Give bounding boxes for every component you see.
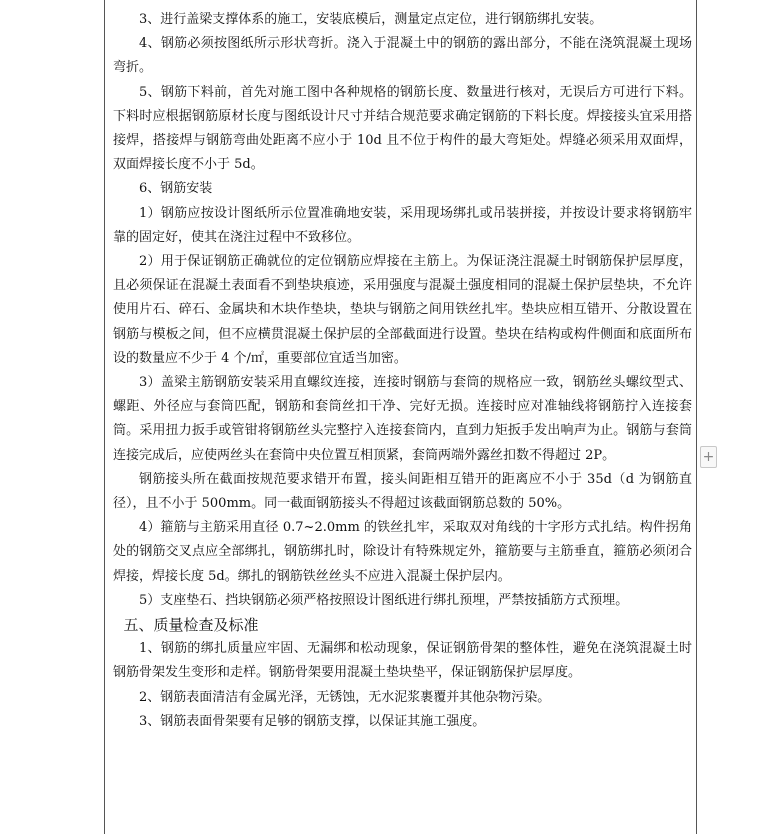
document-page xyxy=(104,0,697,834)
paragraph: 3）盖梁主筋钢筋安装采用直螺纹连接，连接时钢筋与套筒的规格应一致，钢筋丝头螺纹型式、螺距、外径应与套筒匹配，钢筋和套筒丝扣干净、完好无损。连接时应对准轴线将钢筋拧入连接套筒。采用扭力扳手或管钳将钢筋丝头完整拧入连接套筒内，直到力矩扳手发出响声为止。钢筋与套筒连接完成后，应使两丝头在套筒中央位置互相顶紧，套筒两端外露丝扣数不得超过 2P。 xyxy=(113,375,692,463)
paragraph: 5）支座垫石、挡块钢筋必须严格按照设计图纸进行绑扎预埋，严禁按插筋方式预埋。 xyxy=(139,592,629,608)
paragraph: 3、钢筋表面骨架要有足够的钢筋支撑，以保证其施工强度。 xyxy=(139,713,486,729)
paragraph: 2）用于保证钢筋正确就位的定位钢筋应焊接在主筋上。为保证浇注混凝土时钢筋保护层厚度，且必须保证在混凝土表面看不到垫块痕迹，采用强度与混凝土强度相同的混凝土保护层垫块，不允许使用片石、碎石、金属块和木块作垫块，垫块与钢筋之间用铁丝扎牢。垫块应相互错开、分散设置在钢筋与模板之间，但不应横贯混凝土保护层的全部截面进行设置。垫块在结构或构件侧面和底面所布设的数量应不少于 4 个/㎡，重要部位宜适当加密。 xyxy=(113,254,692,366)
paragraph: 6、钢筋安装 xyxy=(139,181,213,197)
document-body xyxy=(113,8,692,734)
paragraph: 钢筋接头所在截面按规范要求错开布置，接头间距相互错开的距离应不小于 35d（d 为钢筋直径），且不小于 500mm。同一截面钢筋接头不得超过该截面钢筋总数的 50%。 xyxy=(113,471,692,512)
paragraph: 1）钢筋应按设计图纸所示位置准确地安装，采用现场绑扎或吊装拼接，并按设计要求将钢筋牢靠的固定好，使其在浇注过程中不致移位。 xyxy=(113,205,692,245)
section-heading: 五、质量检查及标准 xyxy=(123,616,259,635)
paragraph: 3、进行盖梁支撑体系的施工，安装底模后，测量定点定位，进行钢筋绑扎安装。 xyxy=(139,12,603,27)
paragraph: 2、钢筋表面清洁有金属光泽，无锈蚀，无水泥浆裹覆并其他杂物污染。 xyxy=(139,689,551,705)
paragraph: 1、钢筋的绑扎质量应牢固、无漏绑和松动现象，保证钢筋骨架的整体性，避免在浇筑混凝土时钢筋骨架发生变形和走样。钢筋骨架要用混凝土垫块垫平，保证钢筋保护层厚度。 xyxy=(113,641,692,681)
paragraph: 4、钢筋必须按图纸所示形状弯折。浇入于混凝土中的钢筋的露出部分，不能在浇筑混凝土现场弯折。 xyxy=(113,36,692,76)
expand-button[interactable]: + xyxy=(700,446,717,468)
paragraph: 4）箍筋与主筋采用直径 0.7~2.0mm 的铁丝扎牢，采取双对角线的十字形方式扎结。构件拐角处的钢筋交叉点应全部绑扎，钢筋绑扎时，除设计有特殊规定外，箍筋要与主筋垂直，箍筋必须闭合焊接，焊接长度 5d。绑扎的钢筋铁丝丝头不应进入混凝土保护层内。 xyxy=(113,520,692,584)
paragraph: 5、钢筋下料前，首先对施工图中各种规格的钢筋长度、数量进行核对，无误后方可进行下料。下料时应根据钢筋原材长度与图纸设计尺寸并结合规范要求确定钢筋的下料长度。焊接接头宜采用搭接焊，搭接焊与钢筋弯曲处距离不应小于 10d 且不位于构件的最大弯矩处。焊缝必须采用双面焊，双面焊接长度不小于 5d。 xyxy=(113,84,692,173)
